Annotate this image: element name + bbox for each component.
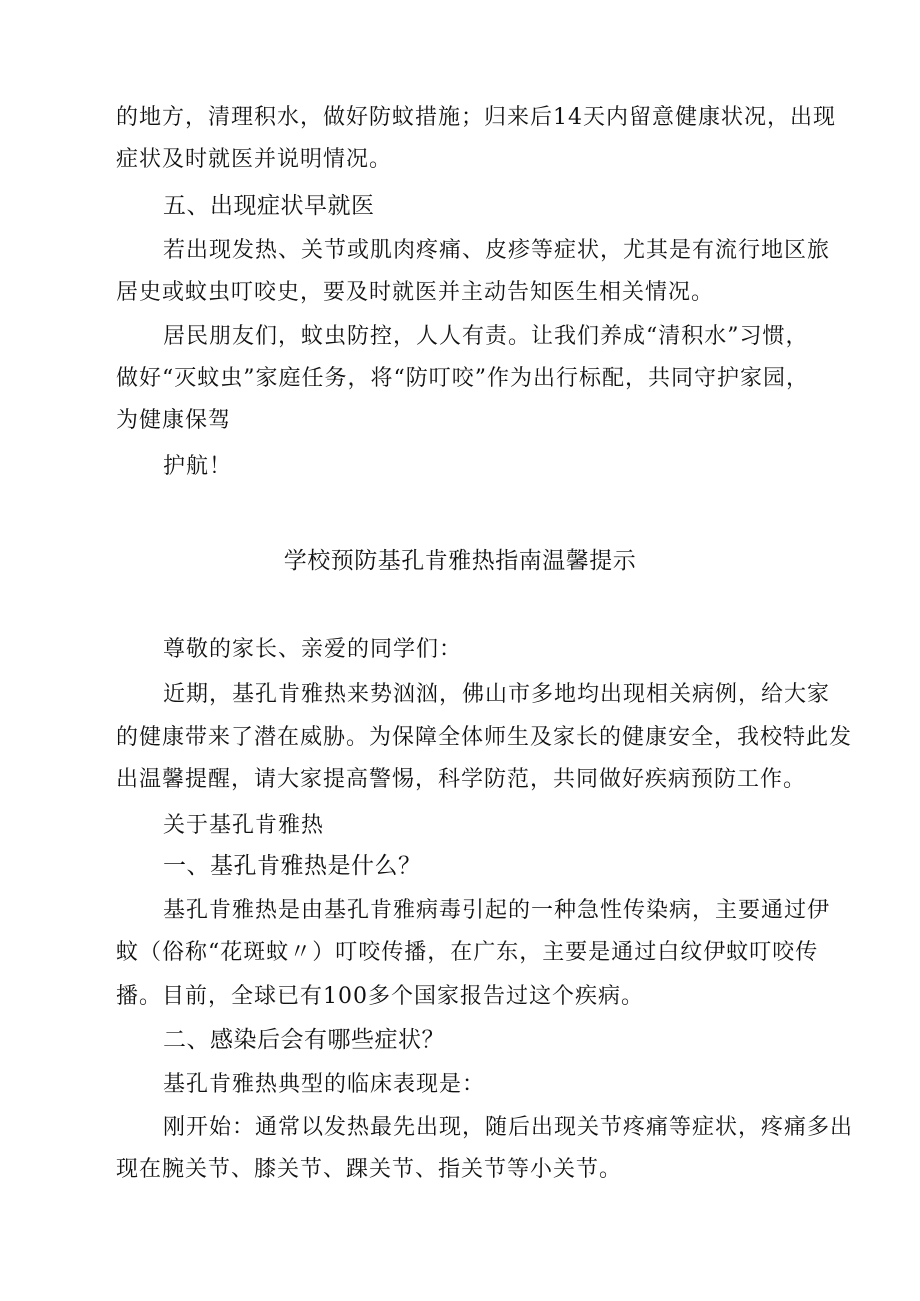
paragraph-line: 出温馨提醒，请大家提高警惕，科学防范，共同做好疾病预防工作。 — [116, 767, 807, 792]
subheading: 关于基孔肯雅热 — [163, 813, 325, 838]
paragraph-line: 刚开始：通常以发热最先出现，随后出现关节疼痛等症状，疼痛多出 — [163, 1115, 854, 1140]
paragraph-line: 若出现发热、关节或肌肉疼痛、皮疹等症状，尤其是有流行地区旅 — [163, 238, 831, 263]
salutation: 尊敬的家长、亲爱的同学们： — [163, 637, 463, 662]
paragraph-line: 做好“灭蚊虫”家庭任务，将“防叮咬”作为出行标配，共同守护家园， — [116, 366, 809, 391]
paragraph-line: 症状及时就医并说明情况。 — [116, 147, 393, 172]
paragraph-line: 基孔肯雅热典型的临床表现是： — [163, 1072, 486, 1097]
paragraph-line: 基孔肯雅热是由基孔肯雅病毒引起的一种急性传染病，主要通过伊 — [163, 898, 831, 923]
paragraph-line: 的地方，清理积水，做好防蚊措施；归来后14天内留意健康状况，出现 — [116, 105, 836, 130]
document-title: 学校预防基孔肯雅热指南温馨提示 — [283, 548, 637, 574]
paragraph-line: 居民朋友们，蚊虫防控，人人有责。让我们养成“清积水”习惯， — [163, 324, 809, 349]
paragraph-line: 蚊（俗称“花斑蚊〃）叮咬传播，在广东，主要是通过白纹伊蚊叮咬传 — [116, 940, 819, 965]
section-heading: 一、基孔肯雅热是什么？ — [163, 853, 422, 879]
paragraph-line: 播。目前，全球已有100多个国家报告过这个疾病。 — [116, 984, 644, 1009]
section-heading: 二、感染后会有哪些症状？ — [163, 1027, 445, 1053]
paragraph-line: 近期，基孔肯雅热来势汹汹，佛山市多地均出现相关病例，给大家 — [163, 682, 831, 707]
section-heading: 五、出现症状早就医 — [163, 193, 375, 219]
paragraph-line: 的健康带来了潜在威胁。为保障全体师生及家长的健康安全，我校特此发 — [116, 725, 853, 750]
paragraph-line: 居史或蚊虫叮咬史，要及时就医并主动告知医生相关情况。 — [116, 280, 715, 305]
paragraph-line: 现在腕关节、膝关节、踝关节、指关节等小关节。 — [116, 1157, 623, 1182]
paragraph-line: 为健康保驾 — [116, 408, 232, 433]
paragraph-line: 护航！ — [163, 454, 233, 479]
